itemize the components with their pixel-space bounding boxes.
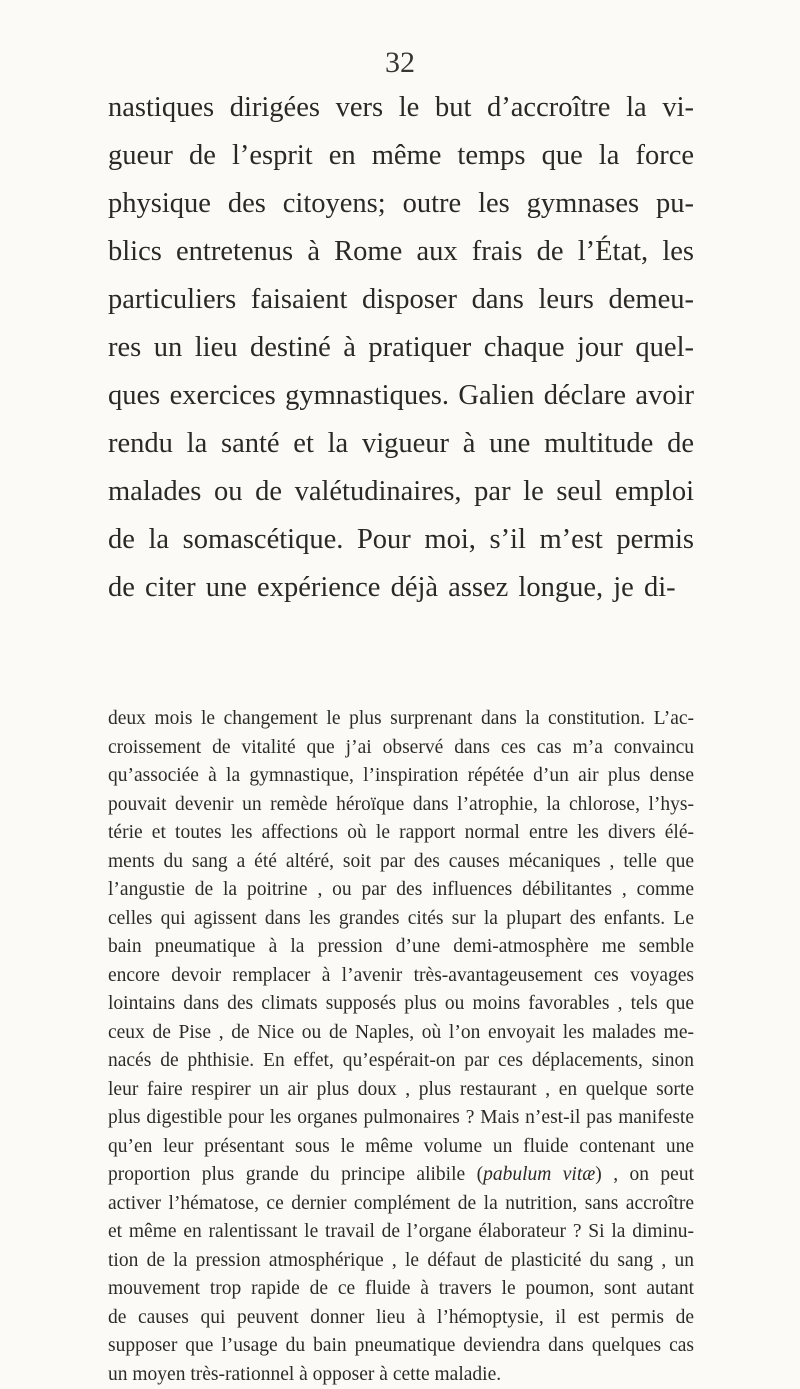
main-text-line: ques exercices gymnastiques. Galien déclare avoir [108,372,694,420]
footnote-line: plus digestible pour les organes pulmonaires ? Mais n’est-il pas manifeste [108,1104,694,1133]
page-number: 32 [0,46,800,80]
footnote-line: de causes qui peuvent donner lieu à l’hémoptysie, il est permis de [108,1304,694,1333]
footnote-text: proportion plus grande du principe alibile ( [108,1164,483,1185]
main-text-line: particuliers faisaient disposer dans leurs demeu- [108,276,694,324]
footnote-line: ceux de Pise , de Nice ou de Naples, où l’on envoyait les malades me- [108,1019,694,1048]
footnote-line: pouvait devenir un remède héroïque dans l’atrophie, la chlorose, l’hys- [108,791,694,820]
main-text-line: gueur de l’esprit en même temps que la force [108,132,694,180]
main-text-line: de la somascétique. Pour moi, s’il m’est permis [108,516,694,564]
footnote-line: encore devoir remplacer à l’avenir très-avantageusement ces voyages [108,962,694,991]
footnote-line: deux mois le changement le plus surprenant dans la constitution. L’ac- [108,705,694,734]
footnote-line: qu’associée à la gymnastique, l’inspiration répétée d’un air plus dense [108,762,694,791]
main-text-line: nastiques dirigées vers le but d’accroître la vi- [108,84,694,132]
main-text-line: malades ou de valétudinaires, par le seul emploi [108,468,694,516]
footnote-line: lointains dans des climats supposés plus ou moins favorables , tels que [108,990,694,1019]
footnote-line: activer l’hématose, ce dernier complément de la nutrition, sans accroître [108,1190,694,1219]
footnote-line [108,1161,694,1190]
main-text-line: blics entretenus à Rome aux frais de l’État, les [108,228,694,276]
footnote-italic-term: pabulum vitæ [483,1164,595,1185]
footnote-block [108,705,694,1389]
main-text-line: rendu la santé et la vigueur à une multitude de [108,420,694,468]
footnote-line: supposer que l’usage du bain pneumatique deviendra dans quelques cas [108,1332,694,1361]
footnote-line: croissement de vitalité que j’ai observé dans ces cas m’a convaincu [108,734,694,763]
footnote-line: bain pneumatique à la pression d’une demi-atmosphère me semble [108,933,694,962]
main-text-line: res un lieu destiné à pratiquer chaque jour quel- [108,324,694,372]
footnote-line: ments du sang a été altéré, soit par des causes mécaniques , telle que [108,848,694,877]
footnote-line: nacés de phthisie. En effet, qu’espérait-on par ces déplacements, sinon [108,1047,694,1076]
footnote-line: mouvement trop rapide de ce fluide à travers le poumon, sont autant [108,1275,694,1304]
main-text-line: physique des citoyens; outre les gymnases pu- [108,180,694,228]
footnote-line: qu’en leur présentant sous le même volume un fluide contenant une [108,1133,694,1162]
footnote-line: térie et toutes les affections où le rapport normal entre les divers élé- [108,819,694,848]
footnote-line: celles qui agissent dans les grandes cités sur la plupart des enfants. Le [108,905,694,934]
footnote-line: l’angustie de la poitrine , ou par des influences débilitantes , comme [108,876,694,905]
footnote-line: tion de la pression atmosphérique , le défaut de plasticité du sang , un [108,1247,694,1276]
main-text-block [108,84,694,612]
footnote-text: ) , on peut [595,1164,694,1185]
footnote-line: un moyen très-rationnel à opposer à cette maladie. [108,1361,694,1389]
footnote-line: leur faire respirer un air plus doux , plus restaurant , en quelque sorte [108,1076,694,1105]
footnote-line: et même en ralentissant le travail de l’organe élaborateur ? Si la diminu- [108,1218,694,1247]
main-text-line: de citer une expérience déjà assez longue, je di- [108,564,694,612]
